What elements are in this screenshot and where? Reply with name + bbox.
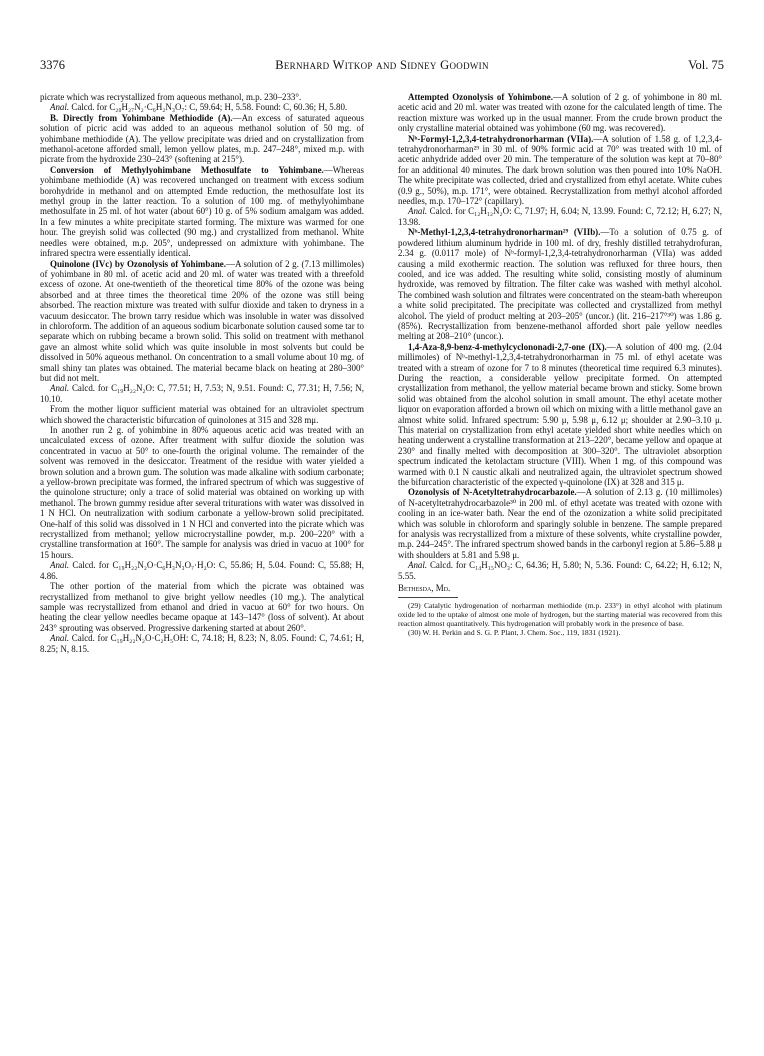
section-heading: Ozonolysis of N-Acetyltetrahydrocarbazole. xyxy=(408,487,577,498)
author-location: Bethesda, Md. xyxy=(398,583,451,594)
section-paragraph xyxy=(398,342,722,488)
anal-label: Anal. xyxy=(50,560,70,571)
section-paragraph xyxy=(40,259,364,384)
paragraph-text: —Whereas yohimbane methiodide (A) was recovered unchanged on treatment with excess sodium borohydride in methanol and on attempted Emde reduction, the methosulfate lost its methyl group in the latter reaction. To a solution of 100 mg. of methylyohimbane methosulfate in 25 ml. of hot water (about 60°) 10 g. of 5% sodium amalgam was added. In a few minutes a white precipitate started forming. The mixture was warmed for one hour. The greyish solid was collected (90 mg.) and crystallized from methanol. White needles were obtained, m.p. 205°, undepressed on admixture with yohimbane. The infrared spectra were essentially identical. xyxy=(40,164,364,259)
anal-label: Anal. xyxy=(50,633,70,644)
section-heading: Nᵇ-Methyl-1,2,3,4-tetrahydronorharman²⁹ (VIIb). xyxy=(408,227,601,238)
section-heading: B. Directly from Yohimbane Methiodide (A). xyxy=(50,112,233,123)
section-paragraph xyxy=(398,227,722,341)
page-number: 3376 xyxy=(40,58,65,72)
footnote-30: (30) W. H. Perkin and S. G. P. Plant, J. Chem. Soc., 119, 1831 (1921). xyxy=(408,628,621,638)
section-paragraph xyxy=(40,113,364,165)
analysis-text: Calcd. for C₂₀H₂₇N₂·C₆H₂N₃O₇: C, 59.64; H, 5.58. Found: C, 60.36; H, 5.80. xyxy=(71,102,348,113)
analysis-paragraph xyxy=(398,206,722,227)
anal-label: Anal. xyxy=(50,383,70,394)
analysis-text: Calcd. for C₁₂H₁₂N₂O: C, 71.97; H, 6.04; N, 13.99. Found: C, 72.12; H, 6.27; N, 13.98. xyxy=(398,206,722,227)
analysis-paragraph xyxy=(40,633,364,654)
footnote-divider xyxy=(398,597,458,598)
anal-label: Anal. xyxy=(408,206,428,217)
paragraph-text: —A solution of 1.58 g. of 1,2,3,4-tetrahydronorharman²⁹ in 30 ml. of 90% formic acid at 70° was treated with 10 ml. of acetic anhydride added over 20 min. The temperature of the solution was kept at 70–80° for an additional 40 minutes. The dark brown solution was then poured into 10% NaOH. The white precipitate was collected, dried and crystallized from ethyl acetate. White cubes (0.9 g., 50%), m.p. 171°, were obtained. Recrystallization from methyl alcohol afforded needles, m.p. 170–172° (capillary). xyxy=(398,133,722,207)
section-paragraph xyxy=(398,92,722,134)
paragraph-text: —An excess of saturated aqueous solution of picric acid was added to an aqueous methanol solution of 50 mg. of yohimbane methiodide (A). The yellow precipitate was dried and on crystallization from methanol-acetone afforded small, lemon yellow plates, m.p. 247–248°, mixed m.p. with picrate from the hydroxide 230–243° (softening at 215°). xyxy=(40,112,364,165)
section-paragraph xyxy=(398,487,722,560)
footnote-29: (29) Catalytic hydrogenation of norharman methiodide (m.p. 233°) in ethyl alcohol with platinum oxide led to the uptake of almost one mole of hydrogen, but the starting material was recovered from this reaction almost quantitatively. This hydrogenation will probably work in the presence of base. xyxy=(398,600,722,628)
section-paragraph xyxy=(40,165,364,259)
section-heading: Quinolone (IVc) by Ozonolysis of Yohimbane. xyxy=(50,258,226,269)
section-heading: Attempted Ozonolysis of Yohimbone. xyxy=(408,92,553,102)
right-column xyxy=(398,92,722,972)
paragraph: In another run 2 g. of yohimbine in 80% aqueous acetic acid was treated with an uncalculated excess of ozone. After treatment with sulfur dioxide the solution was concentrated in vacuo at 50° to one-fourth the original volume. The remainder of the solvent was removed in the desiccator. Treatment of the residue with water yielded a brown solution and a brown gum. The solution was made alkaline with sodium carbonate; a yellow-brown precipitate was formed, the infrared spectrum of which was suggestive of the quinolone structure; only a trace of solid material was obtained on working up with methanol. The brown gummy residue after several triturations with water was dissolved in 1 N HCl. On neutralization with sodium carbonate a yellow-brown solid precipitated. One-half of this solid was dissolved in 1 N HCl and converted into the picrate which was recrystallized from methanol; yellow microcrystalline powder, m.p. 200–220° with a crystalline transformation at 160°. The sample for analysis was dried in vacuo at 100° for 15 hours. xyxy=(40,425,364,560)
paragraph: The other portion of the material from which the picrate was obtained was recrystallized from methanol to give bright yellow needles (10 mg.). The analytical sample was recrystallized from ethanol and dried in vacuo at 60° for two hours. On heating the clear yellow needles became opaque at 143–147° (loss of solvent). At about 243° sprouting was observed. Progressive darkening started at about 260°. xyxy=(40,581,364,633)
paragraph: picrate which was recrystallized from aqueous methanol, m.p. 230–233°. xyxy=(40,92,302,102)
analysis-paragraph xyxy=(40,383,364,404)
anal-label: Anal. xyxy=(50,102,70,113)
left-column xyxy=(40,92,364,972)
analysis-text: Calcd. for C₁₉H₂₂N₂O·C₆H₃N₃O₇·H₂O: C, 55.86; H, 5.04. Found: C, 55.88; H, 4.86. xyxy=(40,560,364,581)
analysis-text: Calcd. for C₁₉H₂₂N₂O: C, 77.51; H, 7.53; N, 9.51. Found: C, 77.31; H, 7.56; N, 10.10. xyxy=(40,383,364,404)
section-heading: 1,4-Aza-8,9-benz-4-methylcyclononadi-2,7-one (IX). xyxy=(408,341,607,352)
paragraph-text: —To a solution of 0.75 g. of powdered lithium aluminum hydride in 100 ml. of dry, freshly distilled tetrahydrofuran, 2.34 g. (0.0117 mole) of Nᵇ-formyl-1,2,3,4-tetrahydronorharman (VIIa) was added causing a mild exothermic reaction. The solution was refluxed for three hours, then cooled, and ice was added. The resulting white solid, consisting mostly of aluminum hydroxide, was removed by filtration. The filter cake was washed with methyl alcohol. The combined wash solution and filtrates were concentrated on the steam-bath whereupon a white solid precipitated. The precipitate was collected and crystallized from methyl alcohol. The yield of product melting at 203–205° (uncor.) (lit. 216–217°³⁰) was 1.86 g. (85%). Recrystallization from benzene-methanol afforded short pale yellow needles melting at 208–210° (uncor.). xyxy=(398,227,722,342)
volume-label: Vol. 75 xyxy=(688,58,724,72)
section-heading: Nᵇ-Formyl-1,2,3,4-tetrahydronorharman (VIIa). xyxy=(408,133,594,144)
analysis-text: Calcd. for C₁₄H₁₅NO₃: C, 64.36; H, 5.80; N, 5.36. Found: C, 64.22; H, 6.12; N, 5.55. xyxy=(398,560,722,581)
analysis-paragraph xyxy=(40,560,364,581)
running-title: Bernhard Witkop and Sidney Goodwin xyxy=(275,58,489,72)
paragraph-text: —A solution of 400 mg. (2.04 millimoles) of Nᵇ-methyl-1,2,3,4-tetrahydronorharman in 75 ml. of ethyl acetate was treated with a stream of ozone for 7 to 8 minutes (theoretical time required 6.3 minutes). During the reaction, a considerable yellow precipitate formed. On attempted crystallization from methanol, the yellow material became brown and sticky. Some brown solid was obtained from the alcohol solution in small amount. The ethyl acetate mother liquor on evaporation afforded a brown oil which on mixing with a little methanol gave an almost white solid. Infrared spectrum: 5.90 μ, 5.98 μ, 6.12 μ; shoulder at 2.90–3.10 μ. This material on crystallization from ethyl acetate yielded short white needles which on heating underwent a crystalline transformation at 213–220°, became yellow and opaque at 230° and finally melted with decomposition at 300–320°. The ultraviolet absorption spectrum indicated the ketolactam structure (VIII). When 1 mg. of this compound was warmed with 0.1 N caustic alkali and neutralized again, the ultraviolet spectrum showed the bifurcation characteristic of the expected γ-quinolone (IX) at 328 and 315 μ. xyxy=(398,341,722,488)
analysis-paragraph xyxy=(40,102,364,112)
analysis-paragraph xyxy=(398,560,722,581)
analysis-text: Calcd. for C₁₉H₂₂N₂O·C₂H₅OH: C, 74.18; H, 8.23; N, 8.05. Found: C, 74.61; H, 8.25; N, 8.15. xyxy=(40,633,364,654)
paragraph-text: —A solution of 2 g. (7.13 millimoles) of yohimbane in 80 ml. of acetic acid and 20 ml. of water was treated with a threefold excess of ozone. At one-twentieth of the theoretical time 80% of the ozone was being absorbed and at three times the theoretical time 20% of the ozone was still being absorbed. The reaction mixture was treated with sulfur dioxide and taken to dryness in a vacuum desiccator. The brown tarry residue which was insoluble in water was dissolved in chloroform. The addition of an aqueous sodium bicarbonate solution caused some tar to separate which on rubbing became a brown solid. This solid on treatment with methanol gave an almost white solid which was quite insoluble in most solvents but could be dissolved in 50% aqueous methanol. On concentration to a small volume about 10 mg. of small shiny tan plates was obtained. The material became black on heating at 280–300° but did not melt. xyxy=(40,258,364,383)
paragraph: From the mother liquor sufficient material was obtained for an ultraviolet spectrum which showed the characteristic bifurcation of quinolones at 315 and 328 mμ. xyxy=(40,404,364,425)
paragraph-text: —A solution of 2.13 g. (10 millimoles) of N-acetyltetrahydrocarbazole³⁰ in 200 ml. of ethyl acetate was treated with ozone with cooling in an ice-water bath. Near the end of the ozonization a white solid precipitated which was soluble in chloroform and sparingly soluble in benzene. The sample prepared for analysis was recrystallized from a mixture of these solvents, white crystalline powder, m.p. 244–245°. The infrared spectrum showed bands in the carbonyl region at 5.86–5.88 μ with shoulders at 5.81 and 5.98 μ. xyxy=(398,487,722,560)
paragraph-text: —A solution of 2 g. of yohimbone in 80 ml. acetic acid and 20 ml. water was treated with ozone for the calculated length of time. The reaction mixture was worked up in the usual manner. From the crude brown product the only crystalline material obtained was yohimbone (60 mg. was recovered). xyxy=(398,92,722,134)
anal-label: Anal. xyxy=(408,560,428,571)
section-paragraph xyxy=(398,134,722,207)
section-heading: Conversion of Methylyohimbane Methosulfate to Yohimbane. xyxy=(50,164,324,175)
running-header xyxy=(40,58,724,76)
